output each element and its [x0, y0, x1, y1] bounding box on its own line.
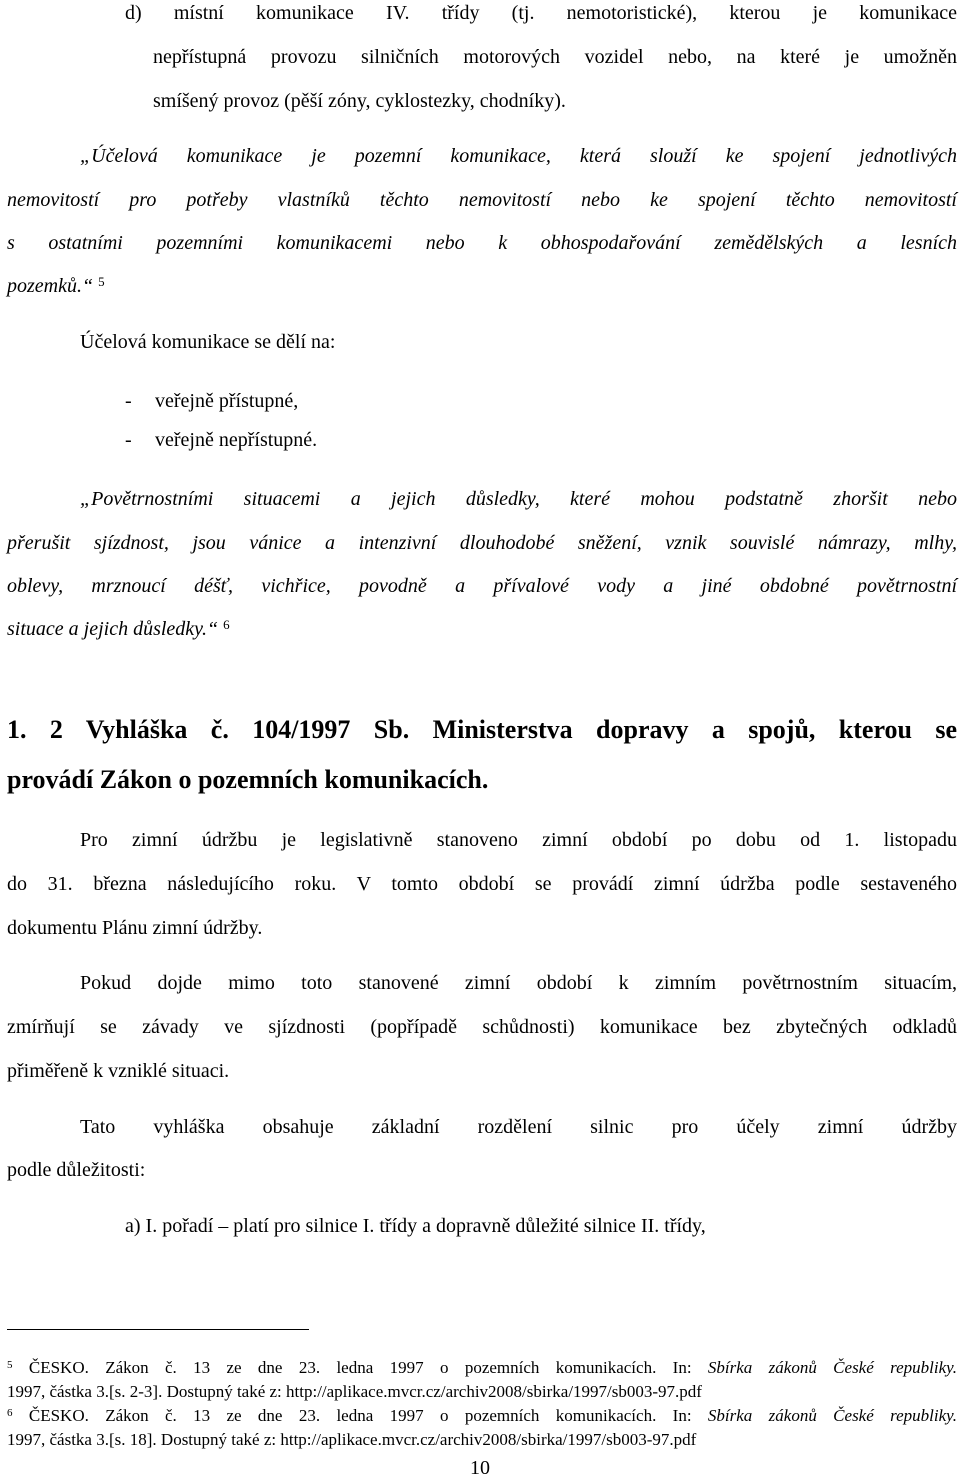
- footnote-5-line-2: 1997, částka 3.[s. 2-3]. Dostupný také z: http://aplikace.mvcr.cz/archiv2008/sbirka/1997/sb003-97.pdf: [7, 1382, 702, 1401]
- footnote-6-line-1: [7, 1406, 957, 1428]
- footnote-5-text: ČESKO. Zákon č. 13 ze dne 23. ledna 1997 o pozemních komunikacích. In:: [28, 1358, 708, 1377]
- footnote-6-source: Sbírka zákonů České republiky.: [707, 1406, 958, 1425]
- page-number: 10: [470, 1457, 490, 1479]
- paragraph-1-line-1: Pro zimní údržbu je legislativně stanoveno zimní období po dobu od 1. listopadu: [80, 829, 957, 851]
- division-item-1: [125, 389, 298, 413]
- dash-marker: -: [125, 429, 132, 451]
- dash-marker: -: [125, 390, 132, 412]
- division-item-2-text: veřejně nepřístupné.: [155, 429, 318, 451]
- quote-2-line-3: oblevy, mrznoucí déšť, vichřice, povodně a přívalové vody a jiné obdobné povětrnostní: [7, 575, 957, 597]
- quote-1-line-3: s ostatními pozemními komunikacemi nebo k obhospodařování zemědělských a lesních: [7, 232, 957, 254]
- footnote-6-line-2: 1997, částka 3.[s. 18]. Dostupný také z: http://aplikace.mvcr.cz/archiv2008/sbirka/1997/sb003-97.pdf: [7, 1430, 697, 1449]
- section-heading-line-1: 1. 2 Vyhláška č. 104/1997 Sb. Ministerstva dopravy a spojů, kterou se: [7, 715, 957, 744]
- section-heading-line-2: provádí Zákon o pozemních komunikacích.: [7, 765, 489, 794]
- paragraph-3-line-1: Tato vyhláška obsahuje základní rozdělení silnic pro účely zimní údržby: [80, 1116, 957, 1138]
- footnote-5-number: 5: [7, 1359, 13, 1371]
- paragraph-1-line-3: dokumentu Plánu zimní údržby.: [7, 917, 263, 939]
- footnote-separator: [7, 1329, 309, 1330]
- list-item-a: a) I. pořadí – platí pro silnice I. třídy a dopravně důležité silnice II. třídy,: [125, 1215, 706, 1237]
- division-item-2: [125, 428, 317, 452]
- footnote-ref-5: 5: [98, 274, 105, 289]
- list-item-d-line-3: smíšený provoz (pěší zóny, cyklostezky, chodníky).: [153, 90, 566, 112]
- footnote-6-number: 6: [7, 1407, 13, 1419]
- quote-1-line-1: „Účelová komunikace je pozemní komunikace, která slouží ke spojení jednotlivých: [80, 145, 957, 167]
- list-item-d-line-2: nepřístupná provozu silničních motorových vozidel nebo, na které je umožněn: [153, 46, 957, 68]
- paragraph-1-line-2: do 31. března následujícího roku. V tomto období se provádí zimní údržba podle sestaveného: [7, 873, 957, 895]
- quote-1-line-2: nemovitostí pro potřeby vlastníků těchto nemovitostí nebo ke spojení těchto nemovitostí: [7, 189, 957, 211]
- quote-2-line-2: přerušit sjízdnost, jsou vánice a intenzivní dlouhodobé sněžení, vznik souvislé námrazy, mlhy,: [7, 532, 957, 554]
- list-item-d-line-1: d) místní komunikace IV. třídy (tj. nemotoristické), kterou je komunikace: [125, 2, 957, 24]
- quote-2-end: situace a jejich důsledky.“: [7, 618, 219, 640]
- paragraph-2-line-1: Pokud dojde mimo toto stanovené zimní období k zimním povětrnostním situacím,: [80, 972, 957, 994]
- quote-2-line-1: „Povětrnostními situacemi a jejich důsledky, které mohou podstatně zhoršit nebo: [80, 488, 957, 510]
- paragraph-2-line-3: přiměřeně k vzniklé situaci.: [7, 1060, 230, 1082]
- footnote-5-source: Sbírka zákonů České republiky.: [707, 1358, 958, 1377]
- quote-1-line-4: [7, 274, 105, 300]
- footnote-5-line-1: [7, 1358, 957, 1380]
- quote-2-line-4: [7, 617, 230, 643]
- footnote-ref-6: 6: [223, 617, 230, 632]
- paragraph-2-line-2: zmírňují se závady ve sjízdnosti (popřípadě schůdnosti) komunikace bez zbytečných odkladů: [7, 1016, 957, 1038]
- footnote-6-text: ČESKO. Zákon č. 13 ze dne 23. ledna 1997 o pozemních komunikacích. In:: [28, 1406, 708, 1425]
- paragraph-3-line-2: podle důležitosti:: [7, 1159, 146, 1181]
- quote-1-end: pozemků.“: [7, 275, 94, 297]
- division-item-1-text: veřejně přístupné,: [155, 390, 299, 412]
- division-intro: Účelová komunikace se dělí na:: [80, 331, 336, 353]
